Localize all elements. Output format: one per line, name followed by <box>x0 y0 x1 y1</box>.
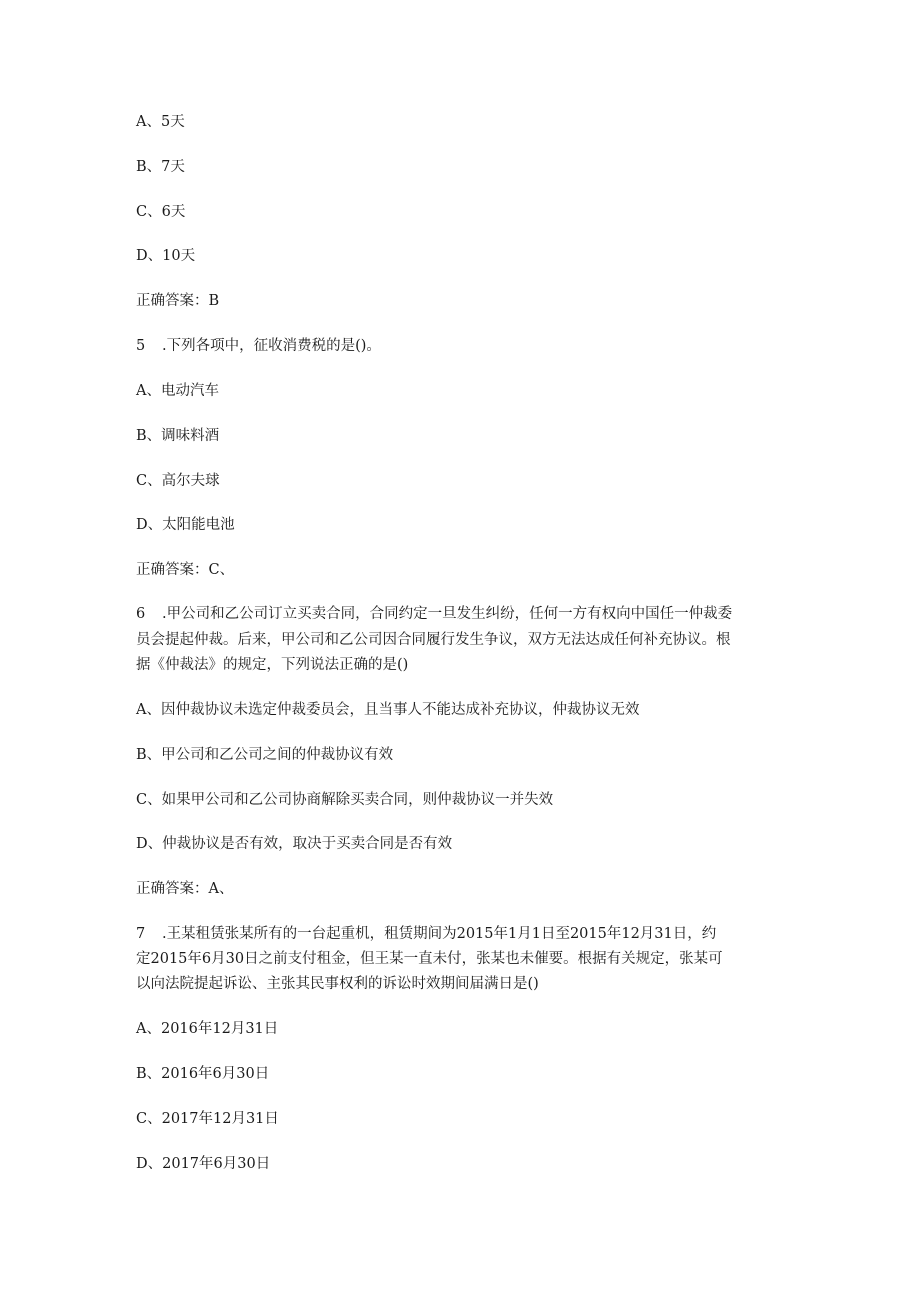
q6-stem-line-2: 员会提起仲裁。后来，甲公司和乙公司因合同履行发生争议，双方无法达成任何补充协议。根 <box>136 632 731 648</box>
q4-option-b: B、7天 <box>136 159 185 175</box>
q4-option-a: A、5天 <box>136 114 185 130</box>
q6-option-c: C、如果甲公司和乙公司协商解除买卖合同，则仲裁协议一并失效 <box>136 792 554 808</box>
q6-number: 6 <box>136 606 146 622</box>
q7-stem-1: .王某租赁张某所有的一台起重机，租赁期间为2015年1月1日至2015年12月31日，约 <box>162 926 717 942</box>
q7-option-c: C、2017年12月31日 <box>136 1111 279 1127</box>
q5-option-a: A、电动汽车 <box>136 383 219 399</box>
q4-answer: 正确答案：B <box>136 293 220 309</box>
q5-option-b: B、调味料酒 <box>136 428 220 444</box>
q7-stem-line-1 <box>136 924 716 944</box>
q7-stem-line-2: 定2015年6月30日之前支付租金，但王某一直未付，张某也未催要。根据有关规定，张某可 <box>136 951 723 967</box>
q4-option-d: D、10天 <box>136 248 196 264</box>
q5-stem: .下列各项中，征收消费税的是()。 <box>162 338 381 354</box>
q6-stem-1: .甲公司和乙公司订立买卖合同，合同约定一旦发生纠纷，任何一方有权向中国任一仲裁委 <box>162 606 733 622</box>
q5-number: 5 <box>136 338 146 354</box>
q5-option-d: D、太阳能电池 <box>136 517 235 533</box>
q6-answer: 正确答案：A、 <box>136 881 234 897</box>
q5-answer: 正确答案：C、 <box>136 562 235 578</box>
q6-option-d: D、仲裁协议是否有效，取决于买卖合同是否有效 <box>136 836 453 852</box>
q6-stem-line-3: 据《仲裁法》的规定，下列说法正确的是() <box>136 657 409 673</box>
q7-option-b: B、2016年6月30日 <box>136 1066 270 1082</box>
q4-option-c: C、6天 <box>136 204 186 220</box>
q7-option-a: A、2016年12月31日 <box>136 1021 279 1037</box>
q5-option-c: C、高尔夫球 <box>136 473 220 489</box>
q6-option-a: A、因仲裁协议未选定仲裁委员会，且当事人不能达成补充协议，仲裁协议无效 <box>136 702 640 718</box>
q6-option-b: B、甲公司和乙公司之间的仲裁协议有效 <box>136 747 394 763</box>
q6-stem-line-1 <box>136 604 732 624</box>
q5-stem-line <box>136 336 381 356</box>
q7-number: 7 <box>136 926 146 942</box>
q7-stem-line-3: 以向法院提起诉讼、主张其民事权利的诉讼时效期间届满日是() <box>136 976 539 992</box>
q7-option-d: D、2017年6月30日 <box>136 1156 271 1172</box>
